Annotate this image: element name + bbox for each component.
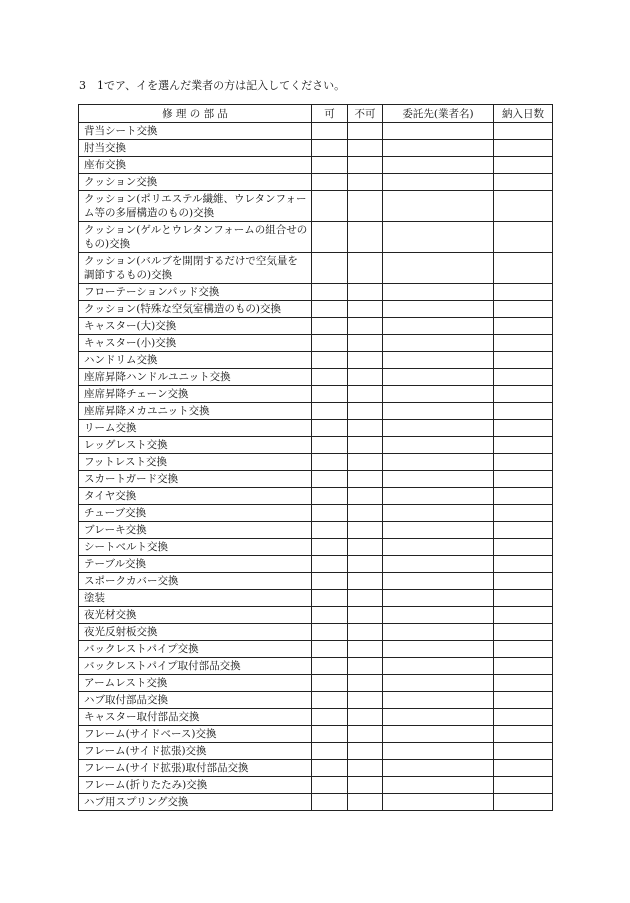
delivery-days-cell[interactable] bbox=[494, 157, 553, 174]
delivery-days-cell[interactable] bbox=[494, 607, 553, 624]
delivery-days-cell[interactable] bbox=[494, 522, 553, 539]
delivery-days-cell[interactable] bbox=[494, 760, 553, 777]
not-possible-cell[interactable] bbox=[348, 590, 383, 607]
contractor-cell[interactable] bbox=[383, 794, 494, 811]
delivery-days-cell[interactable] bbox=[494, 403, 553, 420]
delivery-days-cell[interactable] bbox=[494, 335, 553, 352]
repair-part-cell: キャスター(大)交換 bbox=[79, 318, 312, 335]
possible-cell[interactable] bbox=[312, 624, 348, 641]
table-row bbox=[79, 420, 553, 437]
contractor-cell[interactable] bbox=[383, 253, 494, 284]
contractor-cell[interactable] bbox=[383, 403, 494, 420]
not-possible-cell[interactable] bbox=[348, 641, 383, 658]
not-possible-cell[interactable] bbox=[348, 123, 383, 140]
table-row bbox=[79, 454, 553, 471]
table-row bbox=[79, 624, 553, 641]
contractor-cell[interactable] bbox=[383, 471, 494, 488]
not-possible-cell[interactable] bbox=[348, 420, 383, 437]
contractor-cell[interactable] bbox=[383, 607, 494, 624]
not-possible-cell[interactable] bbox=[348, 369, 383, 386]
repair-part-cell: 座席昇降チェーン交換 bbox=[79, 386, 312, 403]
possible-cell[interactable] bbox=[312, 253, 348, 284]
possible-cell[interactable] bbox=[312, 437, 348, 454]
repair-part-cell: フットレスト交換 bbox=[79, 454, 312, 471]
table-row bbox=[79, 794, 553, 811]
table-row bbox=[79, 539, 553, 556]
contractor-cell[interactable] bbox=[383, 539, 494, 556]
not-possible-cell[interactable] bbox=[348, 437, 383, 454]
not-possible-cell[interactable] bbox=[348, 675, 383, 692]
delivery-days-cell[interactable] bbox=[494, 675, 553, 692]
possible-cell[interactable] bbox=[312, 488, 348, 505]
repair-part-cell: アームレスト交換 bbox=[79, 675, 312, 692]
contractor-cell[interactable] bbox=[383, 624, 494, 641]
contractor-cell[interactable] bbox=[383, 726, 494, 743]
contractor-cell[interactable] bbox=[383, 140, 494, 157]
contractor-cell[interactable] bbox=[383, 709, 494, 726]
not-possible-cell[interactable] bbox=[348, 760, 383, 777]
not-possible-cell[interactable] bbox=[348, 488, 383, 505]
repair-part-cell: 座布交換 bbox=[79, 157, 312, 174]
delivery-days-cell[interactable] bbox=[494, 692, 553, 709]
not-possible-cell[interactable] bbox=[348, 794, 383, 811]
contractor-cell[interactable] bbox=[383, 369, 494, 386]
table-row bbox=[79, 641, 553, 658]
header-possible: 可 bbox=[312, 105, 348, 123]
repair-part-cell: リーム交換 bbox=[79, 420, 312, 437]
possible-cell[interactable] bbox=[312, 335, 348, 352]
header-not-possible: 不可 bbox=[348, 105, 383, 123]
repair-part-cell: キャスター(小)交換 bbox=[79, 335, 312, 352]
repair-part-cell: スポークカバー交換 bbox=[79, 573, 312, 590]
not-possible-cell[interactable] bbox=[348, 743, 383, 760]
table-row bbox=[79, 157, 553, 174]
possible-cell[interactable] bbox=[312, 301, 348, 318]
contractor-cell[interactable] bbox=[383, 454, 494, 471]
not-possible-cell[interactable] bbox=[348, 573, 383, 590]
possible-cell[interactable] bbox=[312, 369, 348, 386]
not-possible-cell[interactable] bbox=[348, 692, 383, 709]
delivery-days-cell[interactable] bbox=[494, 505, 553, 522]
delivery-days-cell[interactable] bbox=[494, 140, 553, 157]
not-possible-cell[interactable] bbox=[348, 140, 383, 157]
delivery-days-cell[interactable] bbox=[494, 539, 553, 556]
possible-cell[interactable] bbox=[312, 539, 348, 556]
contractor-cell[interactable] bbox=[383, 335, 494, 352]
not-possible-cell[interactable] bbox=[348, 607, 383, 624]
not-possible-cell[interactable] bbox=[348, 556, 383, 573]
delivery-days-cell[interactable] bbox=[494, 284, 553, 301]
possible-cell[interactable] bbox=[312, 709, 348, 726]
not-possible-cell[interactable] bbox=[348, 318, 383, 335]
possible-cell[interactable] bbox=[312, 157, 348, 174]
contractor-cell[interactable] bbox=[383, 157, 494, 174]
header-repair-part: 修 理 の 部 品 bbox=[79, 105, 312, 123]
delivery-days-cell[interactable] bbox=[494, 471, 553, 488]
not-possible-cell[interactable] bbox=[348, 471, 383, 488]
table-row bbox=[79, 437, 553, 454]
possible-cell[interactable] bbox=[312, 403, 348, 420]
delivery-days-cell[interactable] bbox=[494, 488, 553, 505]
delivery-days-cell[interactable] bbox=[494, 123, 553, 140]
repair-part-cell: バックレストパイプ交換 bbox=[79, 641, 312, 658]
not-possible-cell[interactable] bbox=[348, 157, 383, 174]
table-row bbox=[79, 301, 553, 318]
repair-part-cell: フレーム(折りたたみ)交換 bbox=[79, 777, 312, 794]
contractor-cell[interactable] bbox=[383, 222, 494, 253]
table-row bbox=[79, 488, 553, 505]
repair-part-cell: フレーム(サイドベース)交換 bbox=[79, 726, 312, 743]
repair-part-cell: バックレストパイプ取付部品交換 bbox=[79, 658, 312, 675]
delivery-days-cell[interactable] bbox=[494, 301, 553, 318]
repair-part-cell: 肘当交換 bbox=[79, 140, 312, 157]
repair-part-cell: クッション(バルブを開閉するだけで空気量を調節するもの)交換 bbox=[79, 253, 312, 284]
repair-parts-table bbox=[78, 104, 553, 811]
contractor-cell[interactable] bbox=[383, 675, 494, 692]
repair-part-cell: 塗装 bbox=[79, 590, 312, 607]
repair-part-cell: 座席昇降メカユニット交換 bbox=[79, 403, 312, 420]
header-contractor: 委託先(業者名) bbox=[383, 105, 494, 123]
delivery-days-cell[interactable] bbox=[494, 174, 553, 191]
not-possible-cell[interactable] bbox=[348, 386, 383, 403]
not-possible-cell[interactable] bbox=[348, 222, 383, 253]
repair-part-cell: タイヤ交換 bbox=[79, 488, 312, 505]
contractor-cell[interactable] bbox=[383, 522, 494, 539]
table-row bbox=[79, 386, 553, 403]
repair-part-cell: フレーム(サイド拡張)取付部品交換 bbox=[79, 760, 312, 777]
header-delivery-days: 納入日数 bbox=[494, 105, 553, 123]
table-row bbox=[79, 284, 553, 301]
possible-cell[interactable] bbox=[312, 284, 348, 301]
possible-cell[interactable] bbox=[312, 692, 348, 709]
not-possible-cell[interactable] bbox=[348, 284, 383, 301]
contractor-cell[interactable] bbox=[383, 123, 494, 140]
repair-part-cell: 夜光反射板交換 bbox=[79, 624, 312, 641]
repair-part-cell: 背当シート交換 bbox=[79, 123, 312, 140]
repair-part-cell: シートベルト交換 bbox=[79, 539, 312, 556]
possible-cell[interactable] bbox=[312, 222, 348, 253]
possible-cell[interactable] bbox=[312, 607, 348, 624]
possible-cell[interactable] bbox=[312, 743, 348, 760]
table-header-row bbox=[79, 105, 553, 123]
not-possible-cell[interactable] bbox=[348, 505, 383, 522]
delivery-days-cell[interactable] bbox=[494, 437, 553, 454]
delivery-days-cell[interactable] bbox=[494, 624, 553, 641]
possible-cell[interactable] bbox=[312, 760, 348, 777]
contractor-cell[interactable] bbox=[383, 743, 494, 760]
not-possible-cell[interactable] bbox=[348, 301, 383, 318]
repair-part-cell: ハブ用スプリング交換 bbox=[79, 794, 312, 811]
table-row bbox=[79, 692, 553, 709]
not-possible-cell[interactable] bbox=[348, 539, 383, 556]
repair-part-cell: ハブ取付部品交換 bbox=[79, 692, 312, 709]
contractor-cell[interactable] bbox=[383, 488, 494, 505]
repair-part-cell: クッション(特殊な空気室構造のもの)交換 bbox=[79, 301, 312, 318]
possible-cell[interactable] bbox=[312, 123, 348, 140]
not-possible-cell[interactable] bbox=[348, 403, 383, 420]
table-row bbox=[79, 522, 553, 539]
contractor-cell[interactable] bbox=[383, 420, 494, 437]
delivery-days-cell[interactable] bbox=[494, 556, 553, 573]
repair-part-cell: チューブ交換 bbox=[79, 505, 312, 522]
not-possible-cell[interactable] bbox=[348, 522, 383, 539]
possible-cell[interactable] bbox=[312, 454, 348, 471]
repair-part-cell: フローテーションパッド交換 bbox=[79, 284, 312, 301]
table-row bbox=[79, 658, 553, 675]
contractor-cell[interactable] bbox=[383, 573, 494, 590]
delivery-days-cell[interactable] bbox=[494, 641, 553, 658]
repair-part-cell: スカートガード交換 bbox=[79, 471, 312, 488]
table-row bbox=[79, 675, 553, 692]
not-possible-cell[interactable] bbox=[348, 174, 383, 191]
table-row bbox=[79, 352, 553, 369]
possible-cell[interactable] bbox=[312, 191, 348, 222]
possible-cell[interactable] bbox=[312, 505, 348, 522]
delivery-days-cell[interactable] bbox=[494, 222, 553, 253]
contractor-cell[interactable] bbox=[383, 760, 494, 777]
possible-cell[interactable] bbox=[312, 522, 348, 539]
delivery-days-cell[interactable] bbox=[494, 794, 553, 811]
not-possible-cell[interactable] bbox=[348, 335, 383, 352]
not-possible-cell[interactable] bbox=[348, 253, 383, 284]
repair-part-cell: 座席昇降ハンドルユニット交換 bbox=[79, 369, 312, 386]
table-row bbox=[79, 607, 553, 624]
delivery-days-cell[interactable] bbox=[494, 658, 553, 675]
table-row bbox=[79, 760, 553, 777]
delivery-days-cell[interactable] bbox=[494, 590, 553, 607]
table-row bbox=[79, 174, 553, 191]
delivery-days-cell[interactable] bbox=[494, 726, 553, 743]
contractor-cell[interactable] bbox=[383, 641, 494, 658]
delivery-days-cell[interactable] bbox=[494, 709, 553, 726]
table-row bbox=[79, 222, 553, 253]
table-row bbox=[79, 471, 553, 488]
contractor-cell[interactable] bbox=[383, 777, 494, 794]
contractor-cell[interactable] bbox=[383, 284, 494, 301]
contractor-cell[interactable] bbox=[383, 352, 494, 369]
possible-cell[interactable] bbox=[312, 140, 348, 157]
not-possible-cell[interactable] bbox=[348, 624, 383, 641]
not-possible-cell[interactable] bbox=[348, 658, 383, 675]
possible-cell[interactable] bbox=[312, 556, 348, 573]
delivery-days-cell[interactable] bbox=[494, 777, 553, 794]
table-row bbox=[79, 335, 553, 352]
contractor-cell[interactable] bbox=[383, 590, 494, 607]
table-row bbox=[79, 318, 553, 335]
repair-part-cell: 夜光材交換 bbox=[79, 607, 312, 624]
contractor-cell[interactable] bbox=[383, 505, 494, 522]
contractor-cell[interactable] bbox=[383, 301, 494, 318]
delivery-days-cell[interactable] bbox=[494, 253, 553, 284]
possible-cell[interactable] bbox=[312, 794, 348, 811]
table-row bbox=[79, 709, 553, 726]
not-possible-cell[interactable] bbox=[348, 352, 383, 369]
contractor-cell[interactable] bbox=[383, 191, 494, 222]
delivery-days-cell[interactable] bbox=[494, 386, 553, 403]
possible-cell[interactable] bbox=[312, 641, 348, 658]
section-heading: 3 1でア、イを選んだ業者の方は記入してください。 bbox=[79, 79, 346, 92]
possible-cell[interactable] bbox=[312, 386, 348, 403]
table-row bbox=[79, 140, 553, 157]
delivery-days-cell[interactable] bbox=[494, 573, 553, 590]
contractor-cell[interactable] bbox=[383, 437, 494, 454]
repair-part-cell: ハンドリム交換 bbox=[79, 352, 312, 369]
delivery-days-cell[interactable] bbox=[494, 420, 553, 437]
not-possible-cell[interactable] bbox=[348, 726, 383, 743]
not-possible-cell[interactable] bbox=[348, 454, 383, 471]
table-row bbox=[79, 590, 553, 607]
repair-part-cell: キャスター取付部品交換 bbox=[79, 709, 312, 726]
table-row bbox=[79, 556, 553, 573]
possible-cell[interactable] bbox=[312, 573, 348, 590]
contractor-cell[interactable] bbox=[383, 318, 494, 335]
delivery-days-cell[interactable] bbox=[494, 352, 553, 369]
possible-cell[interactable] bbox=[312, 420, 348, 437]
possible-cell[interactable] bbox=[312, 174, 348, 191]
table-row bbox=[79, 743, 553, 760]
table-row bbox=[79, 253, 553, 284]
repair-part-cell: クッション(ポリエステル繊維、ウレタンフォーム等の多層構造のもの)交換 bbox=[79, 191, 312, 222]
possible-cell[interactable] bbox=[312, 777, 348, 794]
possible-cell[interactable] bbox=[312, 590, 348, 607]
table-row bbox=[79, 505, 553, 522]
possible-cell[interactable] bbox=[312, 352, 348, 369]
delivery-days-cell[interactable] bbox=[494, 369, 553, 386]
table-row bbox=[79, 573, 553, 590]
table-row bbox=[79, 403, 553, 420]
contractor-cell[interactable] bbox=[383, 174, 494, 191]
not-possible-cell[interactable] bbox=[348, 191, 383, 222]
delivery-days-cell[interactable] bbox=[494, 454, 553, 471]
table-row bbox=[79, 369, 553, 386]
repair-part-cell: クッション(ゲルとウレタンフォームの組合せのもの)交換 bbox=[79, 222, 312, 253]
possible-cell[interactable] bbox=[312, 318, 348, 335]
possible-cell[interactable] bbox=[312, 658, 348, 675]
repair-part-cell: ブレーキ交換 bbox=[79, 522, 312, 539]
contractor-cell[interactable] bbox=[383, 556, 494, 573]
table-row bbox=[79, 777, 553, 794]
possible-cell[interactable] bbox=[312, 726, 348, 743]
contractor-cell[interactable] bbox=[383, 692, 494, 709]
delivery-days-cell[interactable] bbox=[494, 318, 553, 335]
contractor-cell[interactable] bbox=[383, 658, 494, 675]
table-row bbox=[79, 191, 553, 222]
delivery-days-cell[interactable] bbox=[494, 191, 553, 222]
contractor-cell[interactable] bbox=[383, 386, 494, 403]
possible-cell[interactable] bbox=[312, 675, 348, 692]
not-possible-cell[interactable] bbox=[348, 777, 383, 794]
repair-part-cell: クッション交換 bbox=[79, 174, 312, 191]
repair-part-cell: テーブル交換 bbox=[79, 556, 312, 573]
table-row bbox=[79, 123, 553, 140]
repair-part-cell: レッグレスト交換 bbox=[79, 437, 312, 454]
repair-part-cell: フレーム(サイド拡張)交換 bbox=[79, 743, 312, 760]
possible-cell[interactable] bbox=[312, 471, 348, 488]
delivery-days-cell[interactable] bbox=[494, 743, 553, 760]
not-possible-cell[interactable] bbox=[348, 709, 383, 726]
table-row bbox=[79, 726, 553, 743]
